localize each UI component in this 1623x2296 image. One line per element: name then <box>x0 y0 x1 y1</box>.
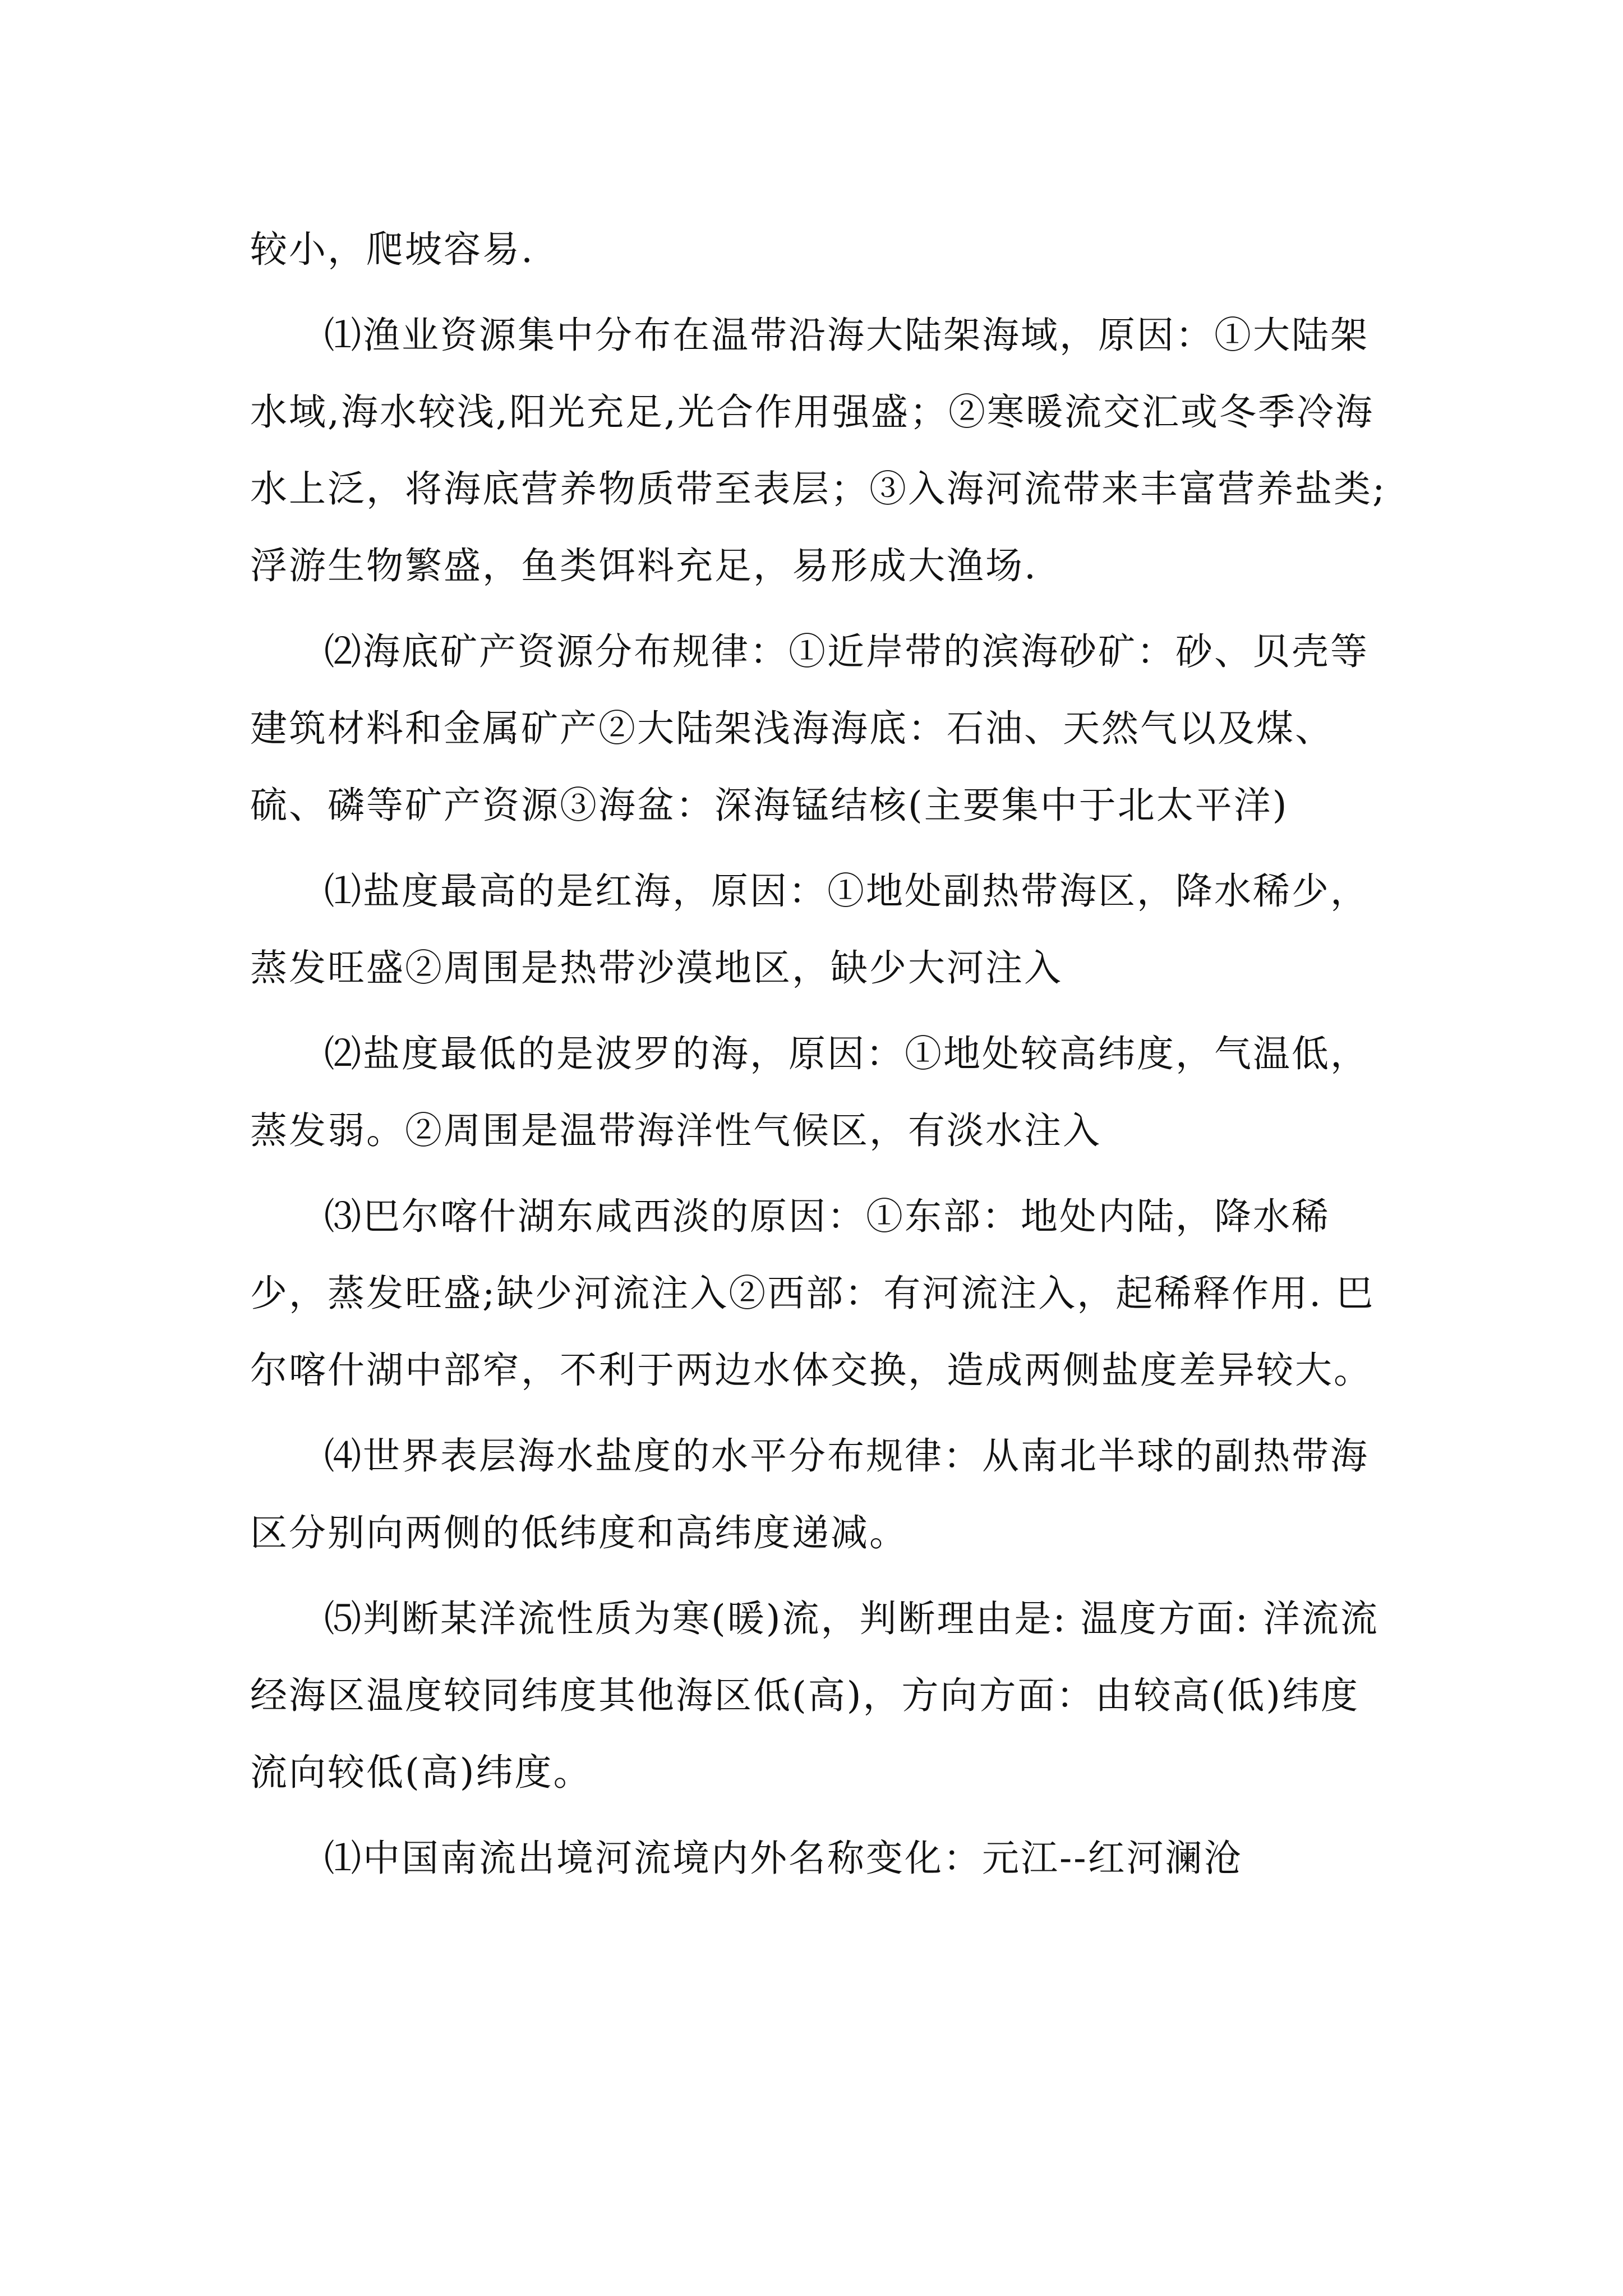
paragraph-baltic-sea-salinity: ⑵盐度最低的是波罗的海，原因：①地处较高纬度，气温低，蒸发弱。②周围是温带海洋性气候区，有淡水注入 <box>250 1032 1369 1152</box>
paragraph-river-names: ⑴中国南流出境河流境内外名称变化：元江--红河澜沧 <box>324 1837 1243 1880</box>
paragraph-balkhash-lake: ⑶巴尔喀什湖东咸西淡的原因：①东部：地处内陆，降水稀少，蒸发旺盛;缺少河流注入②西部：有河流注入，起稀释作用. 巴尔喀什湖中部窄，不利于两边水体交换，造成两侧盐度差异较大。 <box>250 1195 1375 1392</box>
paragraph-salinity-distribution: ⑷世界表层海水盐度的水平分布规律：从南北半球的副热带海区分别向两侧的低纬度和高纬度递减。 <box>250 1434 1369 1554</box>
paragraph-continuation: 较小，爬坡容易. <box>250 228 534 271</box>
paragraph-red-sea-salinity: ⑴盐度最高的是红海，原因：①地处副热带海区，降水稀少，蒸发旺盛②周围是热带沙漠地区，缺少大河注入 <box>250 869 1369 990</box>
paragraph-fishery-resources: ⑴渔业资源集中分布在温带沿海大陆架海域，原因：①大陆架水域,海水较浅,阳光充足,光合作用强盛；②寒暖流交汇或冬季冷海水上泛，将海底营养物质带至表层；③入海河流带来丰富营养盐类;浮游生物繁盛，鱼类饵料充足，易形成大渔场. <box>250 314 1387 587</box>
paragraph-ocean-current-nature: ⑸判断某洋流性质为寒(暖)流，判断理由是: 温度方面: 洋流流经海区温度较同纬度其他海区低(高)，方向方面：由较高(低)纬度流向较低(高)纬度。 <box>250 1597 1379 1794</box>
paragraph-seabed-minerals: ⑵海底矿产资源分布规律：①近岸带的滨海砂矿：砂、贝壳等建筑材料和金属矿产②大陆架浅海海底：石油、天然气以及煤、硫、磷等矿产资源③海盆：深海锰结核(主要集中于北太平洋) <box>250 630 1369 827</box>
document-body <box>250 211 1394 1897</box>
